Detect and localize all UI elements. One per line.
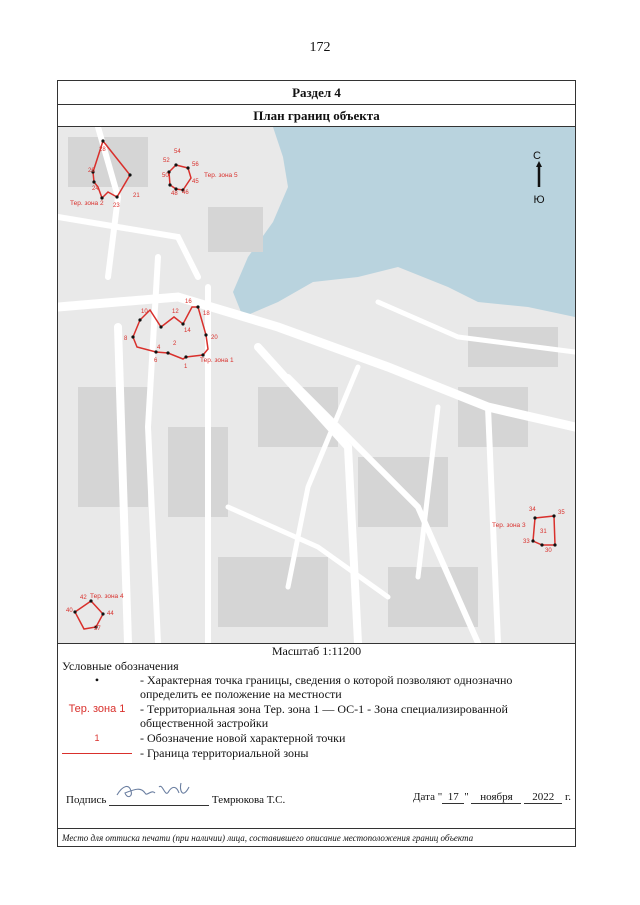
point-label: 50 (162, 173, 169, 179)
point-label: 16 (185, 299, 192, 305)
point-label: 1 (184, 364, 188, 370)
legend-item-text: - Характерная точка границы, сведения о которой позволяют однозначно определить ее положение на местности (140, 673, 513, 701)
map-canvas (58, 127, 575, 643)
point-label: 34 (529, 507, 536, 513)
point-label: 44 (107, 611, 114, 617)
point-label: 56 (192, 162, 199, 168)
legend-item-zone (62, 702, 567, 732)
plan-title: План границ объекта (58, 105, 575, 127)
point-label: 54 (174, 149, 181, 155)
point-label: 28 (99, 147, 106, 153)
point-label: 2 (173, 341, 177, 347)
date-year-suffix: г. (564, 791, 571, 803)
legend-item-text: - Обозначение новой характерной точки (140, 731, 346, 745)
point-label: 23 (113, 203, 120, 209)
signer-name: Темрюкова Т.С. (211, 794, 286, 806)
document-frame (57, 80, 576, 847)
zone-label: Тер. зона 1 (200, 357, 234, 364)
zone-label: Тер. зона 4 (90, 593, 124, 600)
point-label: 33 (523, 539, 530, 545)
signature-field (109, 791, 209, 806)
date-year: 2022 (524, 791, 562, 804)
handwritten-signature (109, 781, 209, 803)
point-label: 48 (171, 191, 178, 197)
point-label: 52 (163, 158, 170, 164)
point-label: 35 (558, 510, 565, 516)
point-label: 31 (540, 529, 547, 535)
zone-label: Тер. зона 2 (70, 200, 104, 207)
boundary-map[interactable] (58, 127, 575, 644)
point-label: 26 (88, 168, 95, 174)
point-label: 45 (192, 179, 199, 185)
point-label: 18 (203, 311, 210, 317)
legend-title: Условные обозначения (62, 659, 179, 673)
legend-item-point (62, 673, 567, 703)
point-label: 12 (172, 309, 179, 315)
point-label: 40 (66, 608, 73, 614)
point-label: 10 (141, 309, 148, 315)
south-label: Ю (533, 194, 545, 206)
point-label: 8 (124, 336, 128, 342)
point-label: 42 (80, 595, 87, 601)
point-label: 21 (133, 193, 140, 199)
point-label: 6 (154, 358, 158, 364)
point-label: 46 (182, 190, 189, 196)
point-label: 30 (545, 548, 552, 554)
date-block: Дата " 17 " ноября 2022 г. (413, 791, 571, 803)
boundary-line-symbol (62, 753, 132, 754)
point-label: 4 (157, 345, 161, 351)
zone-symbol: Тер. зона 1 (68, 703, 126, 715)
legend-item-boundary-line (62, 746, 567, 761)
point-label: 37 (94, 626, 101, 632)
page-number: 172 (309, 40, 331, 55)
point-label: 24 (92, 186, 99, 192)
zone-label: Тер. зона 5 (204, 172, 238, 179)
new-point-symbol: 1 (94, 733, 100, 743)
legend-item-text: - Территориальная зона Тер. зона 1 — ОС-1 - Зона специализированной общественной застройки (140, 702, 508, 730)
point-label: 20 (211, 335, 218, 341)
point-label: 14 (184, 328, 191, 334)
footer-note: Место для оттиска печати (при наличии) лица, составившего описание местоположения границ объекта (58, 828, 575, 846)
date-day: 17 (442, 791, 464, 804)
signature-row (66, 791, 571, 815)
signature-label: Подпись (66, 794, 107, 806)
north-label: С (533, 150, 541, 162)
section-title: Раздел 4 (58, 81, 575, 105)
point-symbol: • (94, 673, 100, 687)
date-month: ноября (471, 791, 521, 804)
zone-label: Тер. зона 3 (492, 522, 526, 529)
date-label: Дата (413, 791, 435, 803)
map-scale: Масштаб 1:11200 (271, 644, 362, 658)
legend-item-text: - Граница территориальной зоны (140, 746, 309, 760)
legend-item-new-point (62, 731, 567, 746)
